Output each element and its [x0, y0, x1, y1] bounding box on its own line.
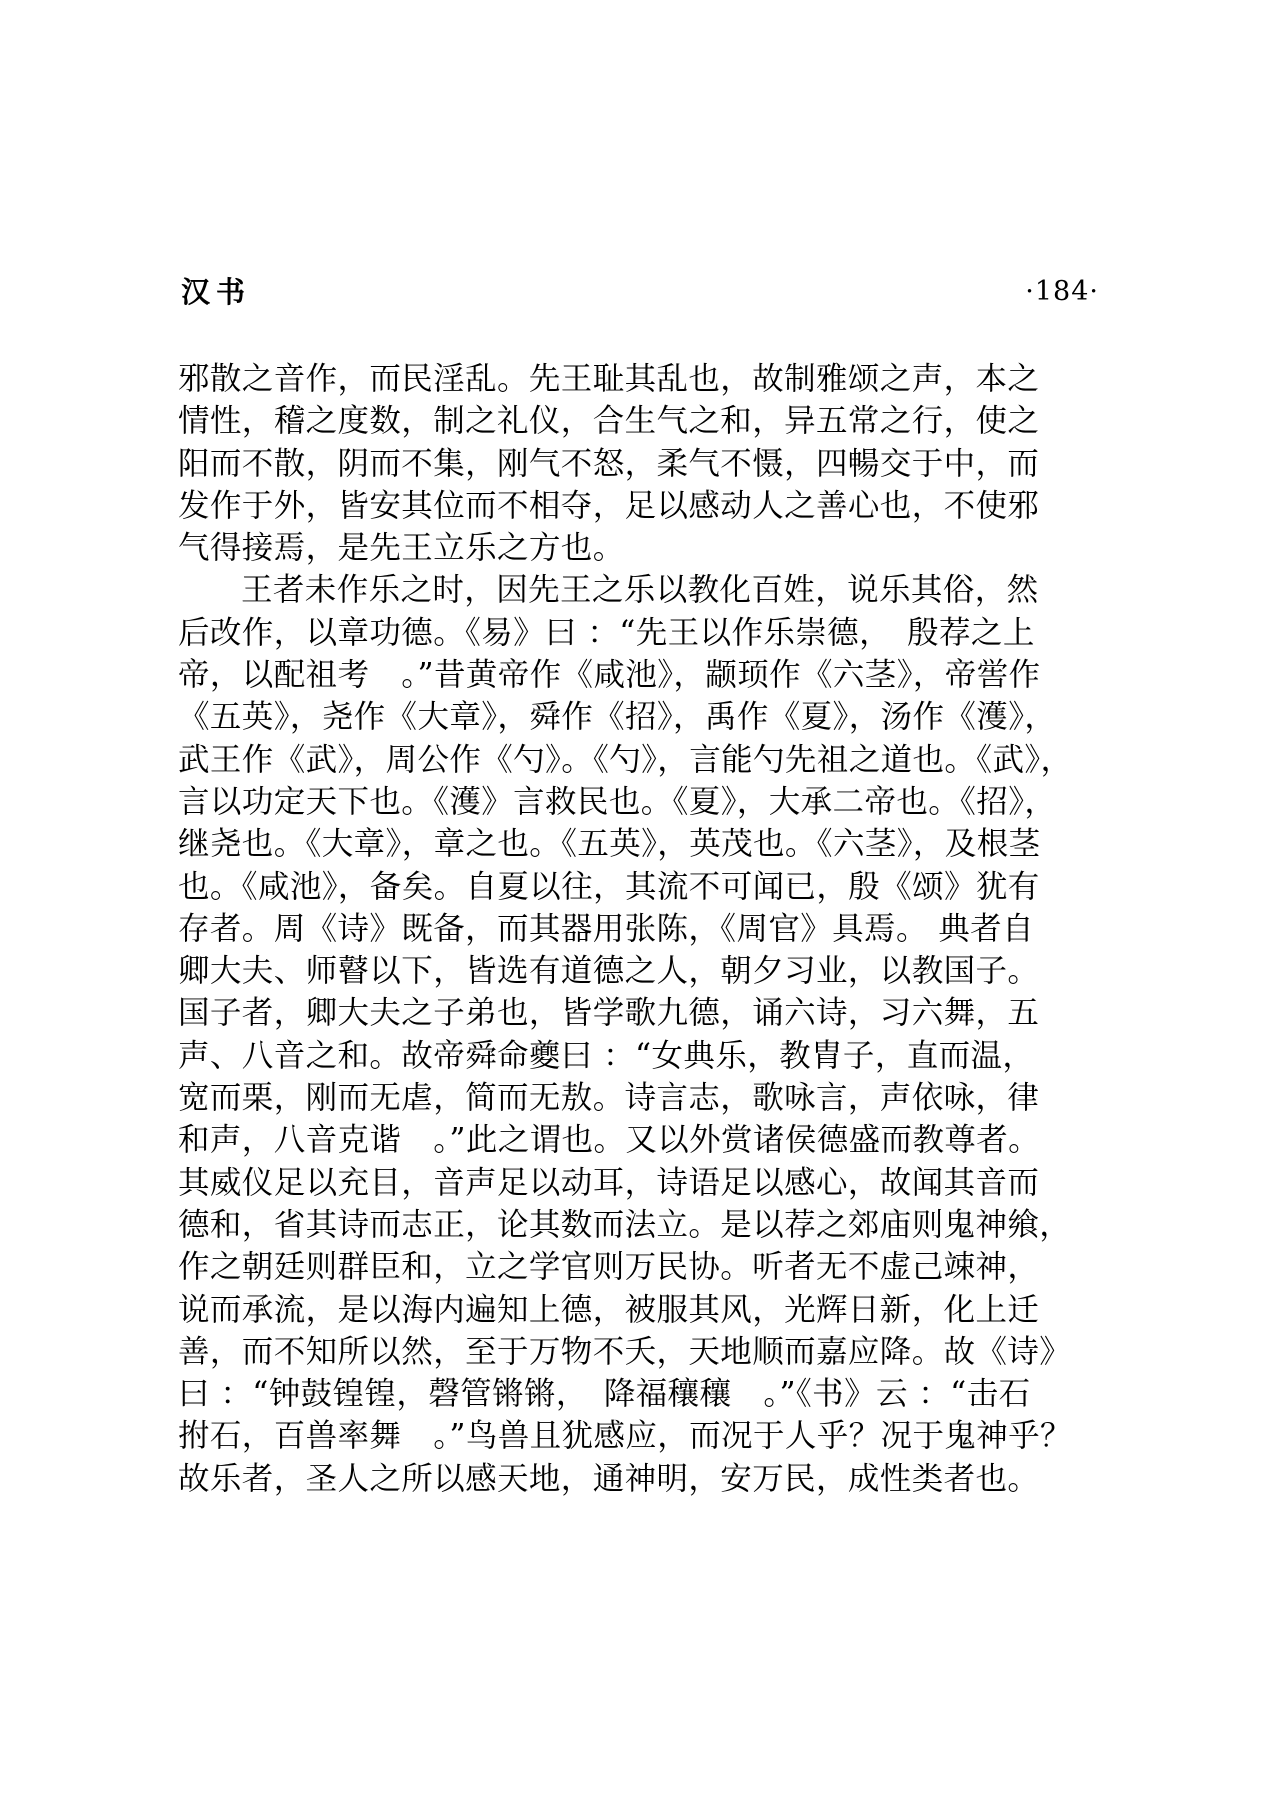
text-line: 故乐者，圣人之所以感天地，通神明，安万民，成性类者也。: [178, 1460, 1040, 1497]
text-line: 言以功定天下也。《濩》言救民也。《夏》，大承二帝也。《招》，: [178, 783, 1057, 820]
text-line: 帝，以配祖考 。”昔黄帝作《咸池》，颛顼作《六茎》，帝喾作: [178, 657, 1041, 694]
text-line: 邪散之音作，而民淫乱。先王耻其乱也，故制雅颂之声，本之: [178, 361, 1040, 397]
text-line: 气得接焉，是先王立乐之方也。: [178, 530, 625, 567]
paragraph-start-line: 王者未作乐之时，因先王之乐以教化百姓，说乐其俗，然: [241, 572, 1039, 609]
book-title: 汉书: [181, 275, 252, 309]
text-line: 德和，省其诗而志正，论其数而法立。是以荐之郊庙则鬼神飨，: [178, 1206, 1072, 1243]
text-line: 拊石，百兽率舞 。”鸟兽且犹感应，而况于人乎？况于鬼神乎？: [178, 1418, 1072, 1455]
text-line: 继尧也。《大章》，章之也。《五英》，英茂也。《六茎》，及根茎: [178, 826, 1041, 863]
body-text: [178, 358, 1078, 1500]
text-line: 国子者，卿大夫之子弟也，皆学歌九德，诵六诗，习六舞，五: [178, 995, 1040, 1032]
text-line: 《五英》，尧作《大章》，舜作《招》，禹作《夏》，汤作《濩》，: [178, 699, 1057, 736]
text-line: 其威仪足以充目，音声足以动耳，诗语足以感心，故闻其音而: [178, 1164, 1040, 1201]
text-line: 也。《咸池》，备矣。自夏以往，其流不可闻已，殷《颂》犹有: [178, 868, 1040, 905]
text-line: 存者。周《诗》既备，而其器用张陈，《周官》具焉。 典者自: [178, 910, 1034, 947]
running-head: [181, 272, 1099, 312]
text-line: 阳而不散，阴而不集，刚气不怒，柔气不慑，四暢交于中，而: [178, 445, 1040, 482]
text-line: 情性，稽之度数，制之礼仪，合生气之和，异五常之行，使之: [178, 403, 1040, 440]
text-line: 作之朝廷则群臣和，立之学官则万民协。听者无不虚己竦神，: [178, 1249, 1040, 1286]
text-line: 宽而栗，刚而无虐，简而无敖。诗言志，歌咏言，声依咏，律: [178, 1080, 1040, 1117]
text-line: 曰 ：“钟鼓锽锽，磬管锵锵， 降福穰穰 。”《书》云 ：“击石: [178, 1376, 1031, 1413]
text-line: 发作于外，皆安其位而不相夺，足以感动人之善心也，不使邪: [178, 487, 1040, 524]
text-line: 武王作《武》，周公作《勺》。《勺》，言能勺先祖之道也。《武》，: [178, 741, 1073, 778]
text-line: 卿大夫、师瞽以下，皆选有道德之人，朝夕习业，以教国子。: [178, 953, 1040, 990]
text-line: 和声，八音克谐 。”此之谓也。又以外赏诸侯德盛而教尊者。: [178, 1122, 1041, 1159]
text-line: 善，而不知所以然，至于万物不夭，天地顺而嘉应降。故《诗》: [178, 1333, 1072, 1370]
page-number: ·184·: [1025, 276, 1099, 307]
text-line: 声、八音之和。故帝舜命夔曰 ：“女典乐，教胄子，直而温，: [178, 1037, 1035, 1074]
text-line: 说而承流，是以海内遍知上德，被服其风，光辉日新，化上迁: [178, 1291, 1040, 1328]
text-line: 后改作，以章功德。《易》曰 ：“先王以作乐崇德， 殷荐之上: [178, 614, 1035, 651]
